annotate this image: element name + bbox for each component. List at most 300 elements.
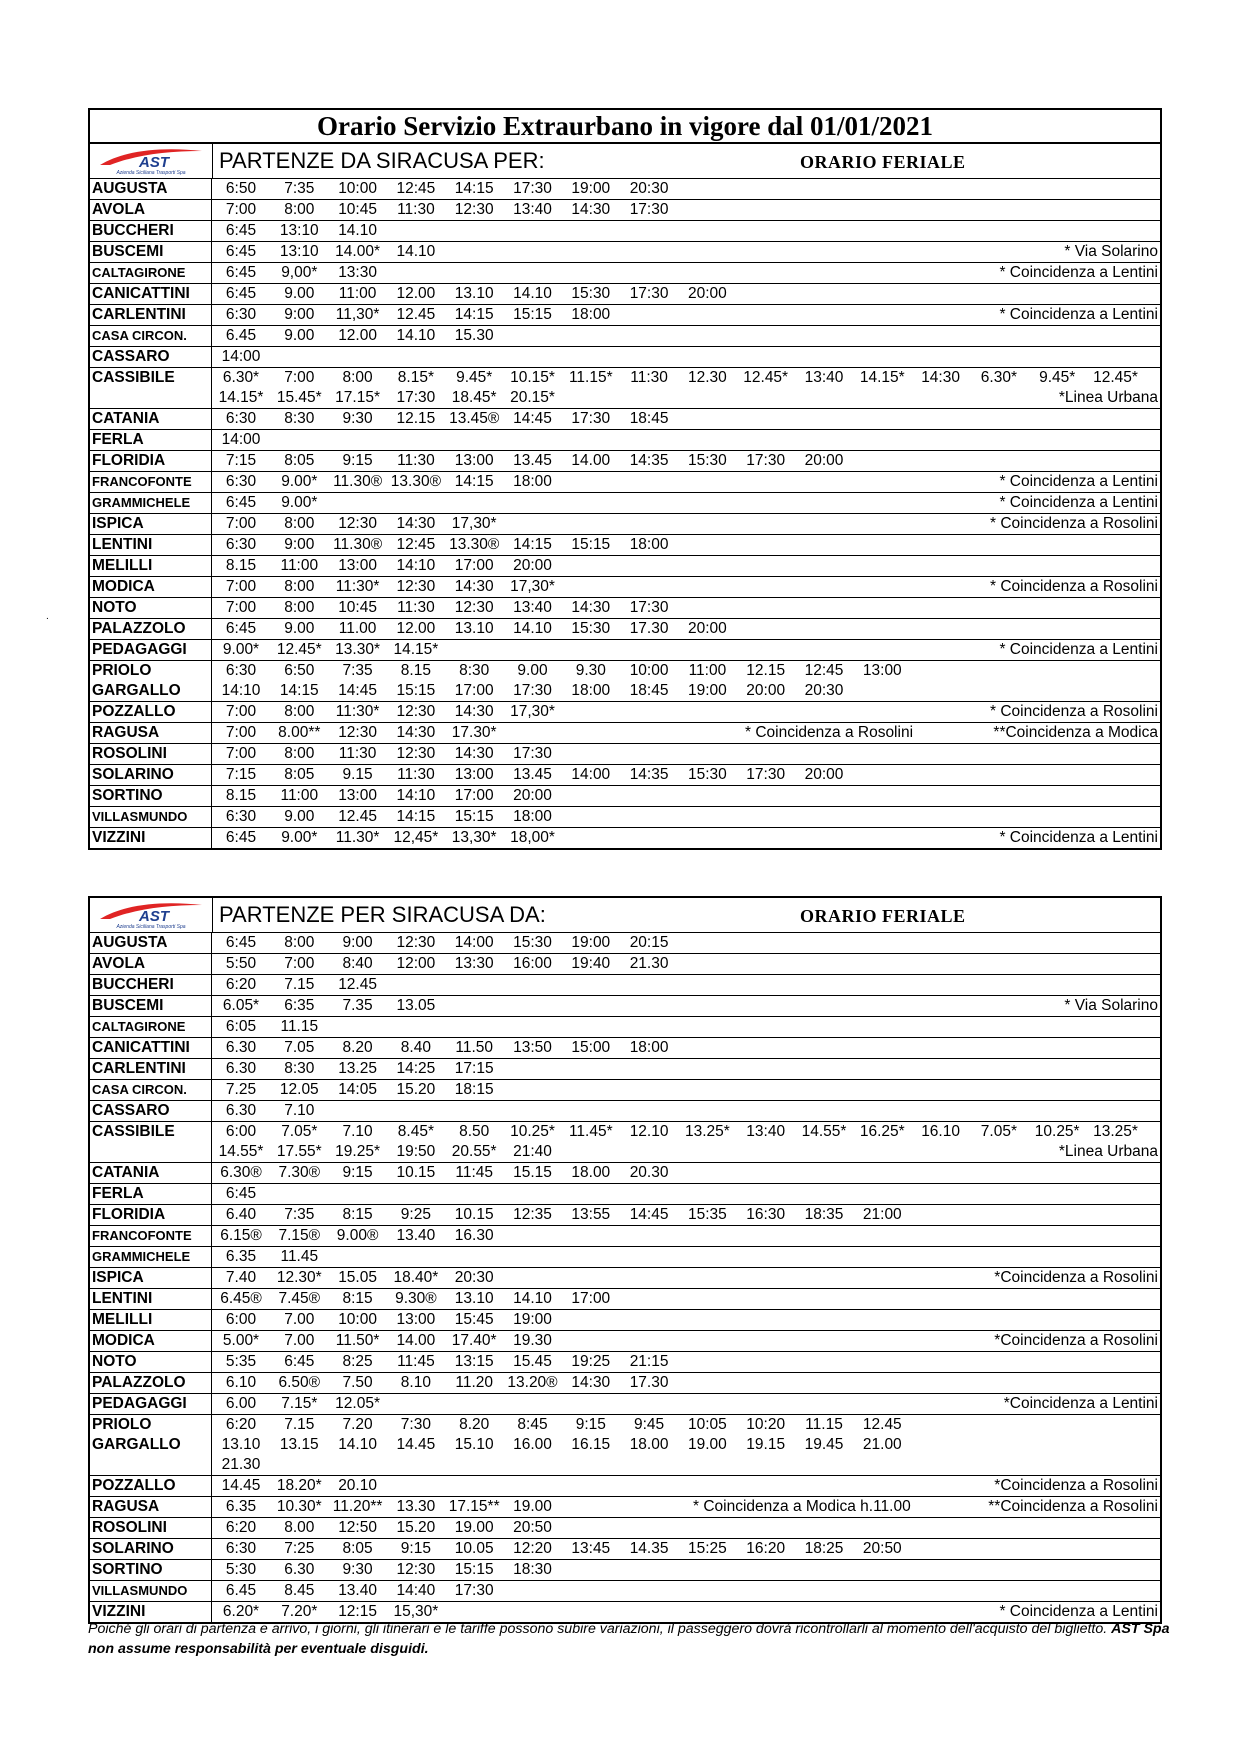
row-note: * Coincidenza a Rosolini (989, 578, 1158, 595)
departure-time: 10:00 (338, 1311, 377, 1328)
departure-time: 11:30* (335, 578, 380, 595)
departure-time: 12,45* (393, 829, 439, 846)
departure-time: 21:00 (862, 1206, 902, 1223)
city-name-line: ISPICA (92, 1269, 144, 1286)
departure-time: 11:30 (397, 599, 435, 616)
departure-time: 19.45 (804, 1436, 844, 1453)
row-note: *Linea Urbana (1058, 389, 1158, 406)
schedule-row (90, 263, 1160, 284)
departure-time: 16.15 (571, 1436, 611, 1453)
departure-time: 14.10 (513, 620, 552, 637)
departure-time: 6.15® (220, 1227, 262, 1244)
departure-time: 13.25* (684, 1123, 730, 1140)
departure-time: 10:45 (338, 599, 377, 616)
time-line (90, 1352, 1160, 1372)
schedule-row (90, 723, 1160, 744)
time-line (90, 326, 1160, 346)
city-name-line: CASA CIRCON. (92, 328, 187, 343)
departure-time: 9.30 (575, 662, 606, 679)
departure-time: 8:00 (284, 578, 315, 595)
departure-time: 9.00* (222, 641, 260, 658)
departure-time: 8:30 (284, 410, 315, 427)
time-line (90, 1455, 1160, 1475)
row-note: *Coincidenza a Rosolini (994, 1477, 1158, 1494)
departure-time: 9.00 (517, 662, 548, 679)
departure-time: 7:00 (284, 955, 315, 972)
departure-time: 6:45 (225, 1185, 257, 1202)
time-line (90, 577, 1160, 597)
schedule-row (90, 828, 1160, 848)
schedule-row (90, 598, 1160, 619)
departure-time: 8:00 (284, 745, 315, 762)
departure-time: 20.10 (338, 1477, 377, 1494)
departure-time: 6.30* (222, 369, 260, 386)
time-line (90, 388, 1160, 408)
departure-time: 11.15 (280, 1018, 319, 1035)
departure-time: 6:30 (225, 808, 257, 825)
departure-time: 12:35 (513, 1206, 552, 1223)
departure-time: 6:45 (225, 829, 257, 846)
schedule-row (90, 1268, 1160, 1289)
departure-time: 20:00 (513, 557, 552, 574)
departure-time: 19.00 (513, 1498, 552, 1515)
departure-time: 7:30 (400, 1416, 431, 1433)
departure-time: 9:00 (284, 306, 315, 323)
departure-time: 15:30 (513, 934, 552, 951)
departure-time: 6:30 (225, 306, 257, 323)
schedule-row (90, 1205, 1160, 1226)
schedule-row (90, 451, 1160, 472)
departure-time: 13.45 (513, 766, 552, 783)
departure-time: 14:30 (396, 515, 436, 532)
row-note: * Coincidenza a Lentini (999, 1603, 1158, 1620)
city-name-line: POZZALLO (92, 703, 176, 720)
departure-time: 18:35 (804, 1206, 844, 1223)
schedule-row (90, 200, 1160, 221)
time-line (90, 1560, 1160, 1580)
departure-time: 14.00 (396, 1332, 436, 1349)
departure-time: 19:00 (571, 180, 611, 197)
departure-time: 7.25 (225, 1081, 257, 1098)
time-line (90, 1435, 1160, 1455)
departure-time: 17:00 (454, 682, 494, 699)
departure-time: 14:30 (571, 599, 611, 616)
departure-time: 13:40 (804, 369, 844, 386)
departure-time: 17:00 (454, 557, 494, 574)
departure-time: 10.15 (454, 1206, 494, 1223)
departure-time: 15.20 (396, 1519, 436, 1536)
departure-time: 10.05 (454, 1540, 494, 1557)
departure-time: 17,30* (510, 703, 555, 720)
time-line (90, 409, 1160, 429)
departure-time: 8.20 (342, 1039, 373, 1056)
schedule-row (90, 744, 1160, 765)
ast-logo (90, 898, 213, 932)
departure-time: 8:30 (284, 1060, 315, 1077)
city-name-line: FRANCOFONTE (92, 474, 192, 489)
city-name-line: FERLA (92, 1185, 144, 1202)
departure-time: 13:50 (513, 1039, 552, 1056)
schedule-row (90, 326, 1160, 347)
departure-time: 21:40 (513, 1143, 552, 1160)
logo-text: AST (139, 153, 169, 169)
departure-time: 13:00 (338, 787, 377, 804)
departure-time: 19.00 (687, 1436, 727, 1453)
departure-time: 9:00 (342, 934, 373, 951)
logo-subtext: Azienda Siciliana Trasporti Spa (116, 923, 186, 930)
departure-time: 10.15* (510, 369, 555, 386)
departure-time: 9:30 (342, 1561, 373, 1578)
departure-time: 8:00 (284, 515, 315, 532)
departure-time: 15:15 (454, 1561, 494, 1578)
departure-time: 8.10 (400, 1374, 431, 1391)
time-line (90, 1415, 1160, 1435)
departure-time: 18:15 (454, 1081, 494, 1098)
section-header (90, 144, 1160, 179)
time-line (90, 451, 1160, 471)
departure-time: 12:30 (396, 703, 436, 720)
departure-time: 15:15 (571, 536, 611, 553)
departure-time: 15:35 (687, 1206, 727, 1223)
departure-time: 14.10 (338, 1436, 377, 1453)
city-name-line: GARGALLO (92, 1436, 181, 1453)
row-mid-note: * Coincidenza a Rosolini (745, 724, 914, 741)
city-name-line: VILLASMUNDO (92, 1583, 188, 1598)
city-name-line: CASSARO (92, 1102, 170, 1119)
departure-time: 11.30® (333, 473, 383, 490)
departure-time: 14:10 (396, 557, 436, 574)
time-line (90, 1394, 1160, 1414)
time-line (90, 1247, 1160, 1267)
departure-time: 12.45 (338, 976, 377, 993)
schedule-row (90, 1163, 1160, 1184)
departure-time: 6:35 (284, 997, 315, 1014)
schedule-row (90, 1017, 1160, 1038)
time-line (90, 1373, 1160, 1393)
city-name-line: CALTAGIRONE (92, 1019, 186, 1034)
departure-time: 12:30 (396, 578, 436, 595)
row-note: * Coincidenza a Rosolini (989, 515, 1158, 532)
time-line (90, 1518, 1160, 1538)
departure-time: 20:50 (513, 1519, 552, 1536)
departure-time: 12:50 (338, 1519, 377, 1536)
departure-time: 18:00 (571, 682, 611, 699)
schedule-row (90, 1059, 1160, 1080)
departure-time: 15:45 (454, 1311, 494, 1328)
departure-time: 14:15 (513, 536, 552, 553)
departure-time: 6.30® (220, 1164, 262, 1181)
departure-time: 6:20 (225, 1519, 257, 1536)
schedule-row (90, 1394, 1160, 1415)
departure-time: 14:15 (454, 306, 494, 323)
departure-time: 13:00 (454, 452, 494, 469)
departure-time: 20:00 (687, 285, 727, 302)
departure-time: 12.45* (276, 641, 322, 658)
departure-time: 12.45 (396, 306, 436, 323)
departure-time: 18.45* (451, 389, 497, 406)
departure-time: 14:30 (921, 369, 960, 386)
time-line (90, 514, 1160, 534)
schedule-row (90, 1373, 1160, 1394)
departure-time: 11:30 (397, 201, 435, 218)
departure-time: 13.30* (335, 641, 380, 658)
departure-time: 8:40 (342, 955, 373, 972)
departure-time: 18:30 (513, 1561, 552, 1578)
departure-time: 13.25* (1093, 1123, 1138, 1140)
departure-time: 11.20** (332, 1498, 383, 1515)
city-name-line: CATANIA (92, 410, 160, 427)
schedule-row (90, 1080, 1160, 1101)
departure-time: 15:00 (571, 1039, 611, 1056)
departure-time: 13:30 (454, 955, 494, 972)
schedule-row (90, 1539, 1160, 1560)
departure-time: 13:15 (454, 1353, 494, 1370)
city-name-line: RAGUSA (92, 1498, 160, 1515)
city-name-line: NOTO (92, 599, 137, 616)
departure-time: 21.00 (862, 1436, 902, 1453)
departure-time: 14:35 (629, 452, 669, 469)
departure-time: 7.00 (284, 1311, 315, 1328)
departure-time: 20:00 (746, 682, 786, 699)
departure-time: 9.00 (284, 620, 315, 637)
departure-time: 8:30 (459, 662, 490, 679)
schedule-row (90, 1184, 1160, 1205)
departure-time: 19.15 (746, 1436, 786, 1453)
time-line (90, 284, 1160, 304)
departure-time: 13.15 (279, 1436, 319, 1453)
city-name-line: SORTINO (92, 787, 163, 804)
departure-time: 17.15** (448, 1498, 500, 1515)
time-line (90, 535, 1160, 555)
schedule-row (90, 305, 1160, 326)
departure-time: 9.00 (284, 327, 315, 344)
row-note: * Coincidenza a Lentini (999, 494, 1158, 511)
departure-time: 17,30* (451, 515, 497, 532)
schedule-row (90, 1247, 1160, 1268)
departure-time: 6:45 (284, 1353, 315, 1370)
departure-time: 17:00 (454, 787, 494, 804)
departure-time: 13:00 (338, 557, 377, 574)
departure-time: 18:25 (804, 1540, 844, 1557)
departure-time: 11.30® (333, 536, 383, 553)
departure-time: 12:30 (454, 201, 494, 218)
departure-time: 18:00 (571, 306, 611, 323)
time-line (90, 744, 1160, 764)
row-note: * Coincidenza a Lentini (999, 641, 1158, 658)
departure-time: 12:30 (396, 745, 436, 762)
departure-time: 7:25 (284, 1540, 315, 1557)
departure-time: 14:10 (396, 787, 436, 804)
row-note: * Coincidenza a Lentini (999, 473, 1158, 490)
departure-time: 5:35 (225, 1353, 257, 1370)
departure-time: 9:30 (342, 410, 373, 427)
departure-time: 14.15* (218, 389, 264, 406)
time-line (90, 765, 1160, 785)
departure-time: 19:00 (571, 934, 611, 951)
city-name-line: GARGALLO (92, 682, 181, 699)
departure-time: 17.30 (629, 1374, 669, 1391)
time-line (90, 221, 1160, 241)
departure-time: 12.15 (396, 410, 436, 427)
departure-time: 13:10 (279, 243, 319, 260)
departure-time: 13.25 (338, 1060, 377, 1077)
departure-time: 17,30* (510, 578, 555, 595)
departure-time: 7.15 (284, 1416, 315, 1433)
departure-time: 6.30 (225, 1039, 257, 1056)
departure-time: 14.10 (338, 222, 377, 239)
section-title: PARTENZE DA SIRACUSA PER: (219, 148, 545, 173)
city-name-line: MODICA (92, 578, 155, 595)
schedule-row (90, 1310, 1160, 1331)
departure-time: 15:15 (513, 306, 552, 323)
schedule-row (90, 535, 1160, 556)
departure-time: 12.30* (276, 1269, 322, 1286)
departure-time: 14:30 (571, 201, 611, 218)
departure-time: 9.30® (395, 1290, 437, 1307)
departure-time: 17:30 (629, 285, 669, 302)
departure-time: 14:15 (279, 682, 319, 699)
departure-time: 12:30 (338, 724, 377, 741)
schedule-row (90, 472, 1160, 493)
departure-time: 7:00 (225, 724, 257, 741)
departure-time: 20.15* (510, 389, 555, 406)
departure-time: 20:50 (862, 1540, 902, 1557)
departure-time: 6:30 (225, 1540, 257, 1557)
departure-time: 6:00 (225, 1123, 257, 1140)
row-note: *Coincidenza a Rosolini (994, 1269, 1158, 1286)
departure-time: 11.45 (280, 1248, 319, 1265)
departure-time: 15.45 (513, 1353, 552, 1370)
departure-time: 13:30 (338, 264, 377, 281)
departure-time: 14.10 (396, 327, 436, 344)
schedule-row (90, 1038, 1160, 1059)
departure-time: 8:15 (342, 1206, 373, 1223)
departure-time: 13:55 (571, 1206, 611, 1223)
departure-time: 6.05* (222, 997, 260, 1014)
city-name-line: LENTINI (92, 1290, 153, 1307)
section-header (90, 898, 1160, 933)
city-name-line: POZZALLO (92, 1477, 176, 1494)
departure-time: 17:30 (746, 766, 786, 783)
city-name-line: FERLA (92, 431, 144, 448)
departure-time: 14:00 (221, 348, 261, 365)
departure-time: 9.00* (281, 494, 318, 511)
departure-time: 17:30 (571, 410, 611, 427)
schedule-row (90, 221, 1160, 242)
departure-time: 7.05* (281, 1123, 318, 1140)
departure-time: 7.10 (342, 1123, 373, 1140)
schedule-row (90, 1226, 1160, 1247)
departure-time: 8.45 (284, 1582, 315, 1599)
schedule-row (90, 430, 1160, 451)
city-name-line: CASSIBILE (92, 369, 175, 386)
departure-time: 14:15 (454, 473, 494, 490)
departure-time: 18:00 (513, 473, 552, 490)
departure-time: 16:30 (746, 1206, 786, 1223)
row-note: **Coincidenza a Modica (993, 724, 1158, 741)
departure-time: 13.30® (449, 536, 500, 553)
departure-time: 10.30* (276, 1498, 322, 1515)
departure-time: 21.30 (629, 955, 669, 972)
departure-time: 6.50® (278, 1374, 321, 1391)
departure-time: 7:00 (225, 745, 257, 762)
departure-time: 13.40 (396, 1227, 436, 1244)
schedule-row (90, 640, 1160, 661)
departure-time: 12:30 (396, 1561, 436, 1578)
departure-time: 8:25 (342, 1353, 373, 1370)
departure-time: 6:05 (225, 1018, 257, 1035)
city-name-line: SORTINO (92, 1561, 163, 1578)
departure-time: 14:30 (396, 724, 436, 741)
schedule-row (90, 1476, 1160, 1497)
departure-time: 8:05 (342, 1540, 373, 1557)
departure-time: 10:20 (746, 1416, 786, 1433)
departure-time: 9:15 (342, 452, 373, 469)
city-name-line: MELILLI (92, 1311, 153, 1328)
city-name-line: VILLASMUNDO (92, 809, 188, 824)
departure-time: 11,30* (335, 306, 380, 323)
departure-time: 7:35 (284, 180, 315, 197)
city-name-line: MELILLI (92, 557, 153, 574)
departure-time: 6:50 (284, 662, 315, 679)
schedule-row (90, 996, 1160, 1017)
departure-time: 13:00 (862, 662, 902, 679)
departure-time: 6:30 (225, 410, 257, 427)
departure-time: 12.10 (629, 1123, 669, 1140)
row-mid-note: * Coincidenza a Modica h.11.00 (693, 1498, 911, 1515)
time-line (90, 242, 1160, 262)
city-name-line: AVOLA (92, 201, 146, 218)
row-note: *Linea Urbana (1058, 1143, 1158, 1160)
departure-time: 7.35 (342, 997, 373, 1014)
departure-time: 12.45* (743, 369, 789, 386)
departure-time: 8:00 (284, 703, 315, 720)
row-note: * Via Solarino (1064, 243, 1158, 260)
departure-time: 11:30 (397, 766, 435, 783)
time-line (90, 954, 1160, 974)
departure-time: 7:00 (225, 201, 257, 218)
departure-time: 12.00 (338, 327, 377, 344)
disclaimer-text: Poiché gli orari di partenza e arrivo, i giorni, gli itinerari e le tariffe possono subire variazioni, il passeggero dovrà ricontrollarli al momento dell'acquisto del biglietto. (88, 1621, 1108, 1637)
departure-time: 11:45 (397, 1353, 435, 1370)
departure-time: 17.30* (451, 724, 497, 741)
time-line (90, 786, 1160, 806)
time-line (90, 1539, 1160, 1559)
departure-time: 14:40 (396, 1582, 436, 1599)
time-line (90, 493, 1160, 513)
departure-time: 10.25* (1034, 1123, 1080, 1140)
time-line (90, 1059, 1160, 1079)
schedule-row (90, 1560, 1160, 1581)
departure-time: 19:40 (571, 955, 611, 972)
departure-time: 6.30 (284, 1561, 315, 1578)
departure-time: 17:30 (513, 682, 552, 699)
departure-time: 17:00 (571, 1290, 611, 1307)
departure-time: 17:30 (629, 201, 669, 218)
departure-time: 20:00 (513, 787, 552, 804)
departure-time: 18.00 (629, 1436, 669, 1453)
schedule-row (90, 409, 1160, 430)
time-line (90, 598, 1160, 618)
city-name-line: CANICATTINI (92, 285, 190, 302)
departure-time: 18:00 (513, 808, 552, 825)
departure-time: 12:45 (396, 536, 436, 553)
departure-time: 7.30® (278, 1164, 321, 1181)
departure-time: 8.15* (397, 369, 434, 386)
departure-time: 20.30 (629, 1164, 669, 1181)
schedule-row (90, 1122, 1160, 1163)
departure-time: 11.15 (805, 1416, 843, 1433)
